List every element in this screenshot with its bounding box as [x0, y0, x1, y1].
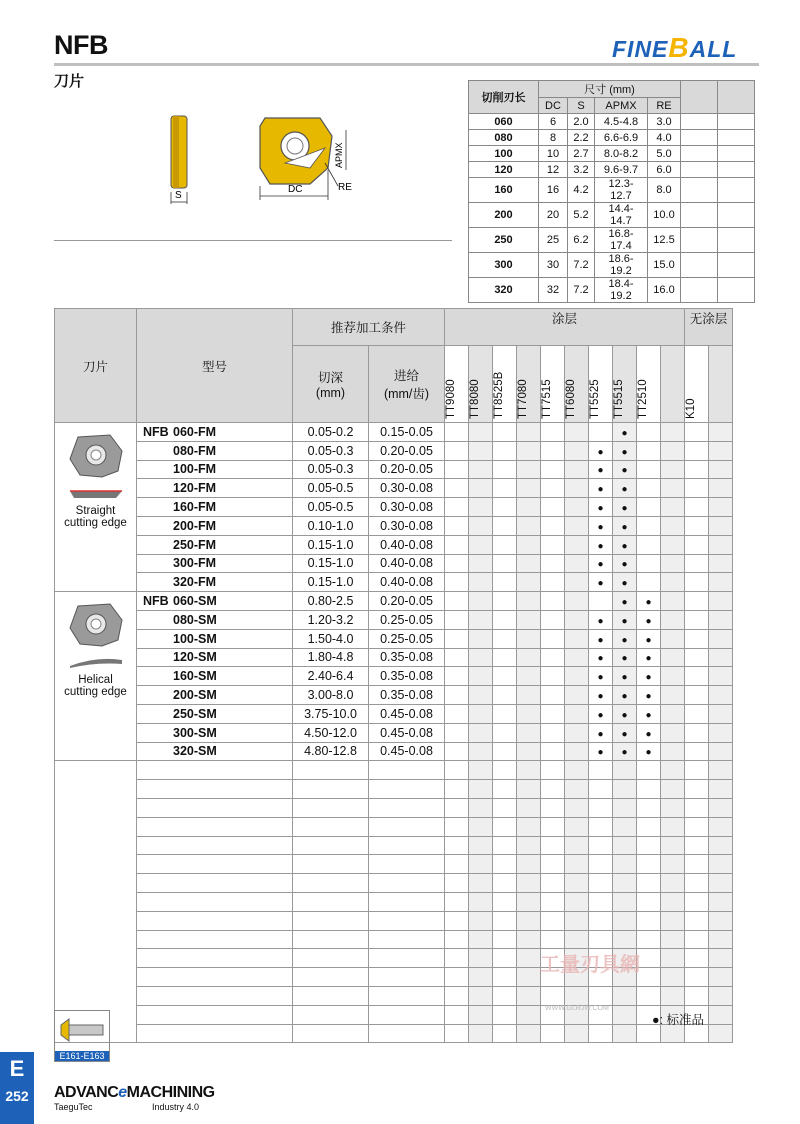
- model-cell: [137, 648, 293, 667]
- table-row: [55, 610, 733, 629]
- dim-value: 6.0: [648, 162, 681, 178]
- dim-row: [469, 162, 755, 178]
- standard-mark: ●: [645, 653, 652, 665]
- table-row: [55, 573, 733, 592]
- doc-value: 1.80-4.8: [293, 648, 369, 667]
- dim-col-dc: DC: [539, 98, 568, 114]
- standard-mark: ●: [645, 634, 652, 646]
- insert-photo-icon: [66, 431, 126, 479]
- table-row: [55, 742, 733, 761]
- dim-row: [469, 146, 755, 162]
- standard-mark: ●: [621, 578, 628, 590]
- doc-value: 0.15-1.0: [293, 554, 369, 573]
- watermark-url: WWW.GLRJW.COM: [545, 1005, 609, 1012]
- page-number: 252: [5, 1088, 29, 1104]
- watermark: 工量刃具網: [540, 954, 640, 976]
- doc-value: 0.80-2.5: [293, 592, 369, 611]
- model-cell: [137, 704, 293, 723]
- dim-value: 6: [539, 114, 568, 130]
- standard-mark: ●: [621, 709, 628, 721]
- standard-mark: ●: [621, 728, 628, 740]
- standard-mark: ●: [597, 521, 604, 533]
- dim-col-re: RE: [648, 98, 681, 114]
- model-cell: [137, 742, 293, 761]
- dim-value: 20: [539, 203, 568, 228]
- dim-value: 4.0: [648, 130, 681, 146]
- standard-mark: ●: [597, 578, 604, 590]
- legend: ●: 标准品: [652, 1013, 704, 1027]
- model-cell: [137, 723, 293, 742]
- insert-drawing: [160, 108, 360, 208]
- empty-row: [55, 911, 733, 930]
- doc-value: 0.05-0.3: [293, 441, 369, 460]
- doc-value: 1.50-4.0: [293, 629, 369, 648]
- model-cell: [137, 441, 293, 460]
- dim-row: [469, 178, 755, 203]
- header-conditions: 推荐加工条件: [293, 309, 445, 346]
- empty-row: [55, 930, 733, 949]
- dim-value: 16.0: [648, 278, 681, 303]
- dim-value: 7.2: [568, 278, 595, 303]
- model-cell: [137, 629, 293, 648]
- dim-value: 15.0: [648, 253, 681, 278]
- empty-row: [55, 855, 733, 874]
- dim-value: 4.2: [568, 178, 595, 203]
- feed-value: 0.20-0.05: [369, 592, 445, 611]
- dim-row: [469, 114, 755, 130]
- model-cell: [137, 516, 293, 535]
- feed-value: 0.30-0.08: [369, 479, 445, 498]
- table-row: [55, 460, 733, 479]
- feed-value: 0.35-0.08: [369, 686, 445, 705]
- model-code: 080-FM: [173, 443, 217, 458]
- dim-value: 12: [539, 162, 568, 178]
- dim-re-label: RE: [338, 182, 352, 193]
- empty-row: [55, 892, 733, 911]
- standard-mark: ●: [597, 503, 604, 515]
- standard-mark: ●: [621, 747, 628, 759]
- model-code: 100-FM: [173, 462, 217, 477]
- table-row: [55, 516, 733, 535]
- insert-group-sm: [55, 592, 137, 761]
- dim-value: 18.6-19.2: [595, 253, 648, 278]
- table-row: [55, 723, 733, 742]
- doc-value: 0.15-1.0: [293, 573, 369, 592]
- table-row: [55, 498, 733, 517]
- feed-value: 0.40-0.08: [369, 554, 445, 573]
- section-tab: [0, 1052, 34, 1124]
- dim-row: [469, 253, 755, 278]
- standard-mark: ●: [597, 615, 604, 627]
- dim-value: 9.6-9.7: [595, 162, 648, 178]
- doc-value: 0.05-0.5: [293, 479, 369, 498]
- header-model: 型号: [137, 309, 293, 423]
- model-code: 320-FM: [173, 575, 217, 590]
- dim-value: 2.0: [568, 114, 595, 130]
- grade-tt2510: TT2510: [637, 379, 649, 419]
- dim-col-s: S: [568, 98, 595, 114]
- table-row: [55, 441, 733, 460]
- feed-value: 0.35-0.08: [369, 667, 445, 686]
- model-code: 200-FM: [173, 518, 217, 533]
- model-cell: [137, 592, 293, 611]
- standard-mark: ●: [621, 427, 628, 439]
- standard-mark: ●: [621, 465, 628, 477]
- dim-s-label: S: [175, 190, 182, 201]
- dim-value: 6.6-6.9: [595, 130, 648, 146]
- grade-k10: K10: [685, 398, 697, 419]
- dim-value: 16.8-17.4: [595, 228, 648, 253]
- standard-mark: ●: [621, 503, 628, 515]
- model-code: 080-SM: [173, 612, 217, 627]
- dim-header-code: 切削刃长: [469, 81, 539, 114]
- model-cell: [137, 479, 293, 498]
- doc-value: 0.10-1.0: [293, 516, 369, 535]
- model-code: 160-FM: [173, 500, 217, 515]
- dim-value: 8.0-8.2: [595, 146, 648, 162]
- header-coated: 涂层: [445, 309, 685, 346]
- dim-dc-label: DC: [288, 184, 303, 195]
- feed-value: 0.35-0.08: [369, 648, 445, 667]
- reference-pages: E161-E163: [55, 1051, 109, 1061]
- doc-value: 3.00-8.0: [293, 686, 369, 705]
- header-feed: 进给 (mm/齿): [369, 346, 445, 423]
- grade-tt8525b: TT8525B: [493, 371, 505, 419]
- table-row: [55, 479, 733, 498]
- feed-value: 0.20-0.05: [369, 441, 445, 460]
- standard-mark: ●: [645, 747, 652, 759]
- standard-mark: ●: [621, 446, 628, 458]
- grade-tt7515: TT7515: [541, 379, 553, 419]
- dim-header-size: 尺寸 (mm): [539, 81, 681, 98]
- dim-value: 6.2: [568, 228, 595, 253]
- standard-mark: ●: [597, 446, 604, 458]
- doc-value: 4.50-12.0: [293, 723, 369, 742]
- dim-value: 5.2: [568, 203, 595, 228]
- dim-value: 2.2: [568, 130, 595, 146]
- cutting-edge-icon: [66, 656, 126, 670]
- dim-row: [469, 203, 755, 228]
- standard-mark: ●: [621, 634, 628, 646]
- model-cell: [137, 423, 293, 442]
- model-code: 250-SM: [173, 706, 217, 721]
- model-code: 300-FM: [173, 556, 217, 571]
- standard-mark: ●: [645, 672, 652, 684]
- standard-mark: ●: [597, 465, 604, 477]
- dim-value: 10: [539, 146, 568, 162]
- doc-value: 4.80-12.8: [293, 742, 369, 761]
- header-uncoated: 无涂层: [685, 309, 733, 346]
- standard-mark: ●: [621, 615, 628, 627]
- standard-mark: ●: [645, 709, 652, 721]
- standard-mark: ●: [597, 540, 604, 552]
- dim-value: 10.0: [648, 203, 681, 228]
- feed-value: 0.45-0.08: [369, 704, 445, 723]
- doc-value: 3.75-10.0: [293, 704, 369, 723]
- standard-mark: ●: [621, 672, 628, 684]
- model-code: 320-SM: [173, 744, 217, 759]
- page-subtitle: 刀片: [54, 73, 85, 90]
- dim-value: 2.7: [568, 146, 595, 162]
- feed-value: 0.25-0.05: [369, 610, 445, 629]
- dim-code: 120: [469, 162, 539, 178]
- doc-value: 0.05-0.2: [293, 423, 369, 442]
- feed-value: 0.45-0.08: [369, 742, 445, 761]
- model-cell: [137, 686, 293, 705]
- cutting-edge-icon: [66, 487, 126, 501]
- feed-value: 0.40-0.08: [369, 573, 445, 592]
- dim-value: 4.5-4.8: [595, 114, 648, 130]
- feed-value: 0.30-0.08: [369, 516, 445, 535]
- grade-tt5515: TT5515: [613, 379, 625, 419]
- standard-mark: ●: [645, 728, 652, 740]
- doc-value: 0.15-1.0: [293, 535, 369, 554]
- fineball-logo: FINEBALL: [612, 32, 738, 63]
- standard-mark: ●: [597, 728, 604, 740]
- table-row: [55, 535, 733, 554]
- standard-mark: ●: [645, 615, 652, 627]
- dim-value: 18.4-19.2: [595, 278, 648, 303]
- standard-mark: ●: [645, 597, 652, 609]
- header-insert: 刀片: [55, 309, 137, 423]
- model-code: 160-SM: [173, 669, 217, 684]
- insert-photo-icon: [66, 600, 126, 648]
- feed-value: 0.20-0.05: [369, 460, 445, 479]
- dim-row: [469, 278, 755, 303]
- section-letter: E: [9, 1056, 25, 1081]
- table-row: [55, 629, 733, 648]
- grade-tt8080: TT8080: [469, 379, 481, 419]
- model-prefix: NFB: [143, 594, 169, 609]
- feed-value: 0.25-0.05: [369, 629, 445, 648]
- standard-mark: ●: [621, 521, 628, 533]
- dim-code: 300: [469, 253, 539, 278]
- doc-value: 1.20-3.2: [293, 610, 369, 629]
- doc-value: 0.05-0.3: [293, 460, 369, 479]
- model-code: 300-SM: [173, 725, 217, 740]
- standard-mark: ●: [597, 747, 604, 759]
- standard-mark: ●: [597, 691, 604, 703]
- section-divider: [54, 240, 452, 241]
- table-row: [55, 667, 733, 686]
- doc-value: 0.05-0.5: [293, 498, 369, 517]
- standard-mark: ●: [621, 540, 628, 552]
- dim-code: 100: [469, 146, 539, 162]
- dim-code: 200: [469, 203, 539, 228]
- dim-value: 16: [539, 178, 568, 203]
- header-doc: 切深 (mm): [293, 346, 369, 423]
- dim-row: [469, 228, 755, 253]
- empty-row: [55, 836, 733, 855]
- empty-row: [55, 761, 733, 780]
- dim-code: 320: [469, 278, 539, 303]
- standard-mark: ●: [597, 559, 604, 571]
- model-code: 100-SM: [173, 631, 217, 646]
- dim-value: 14.4-14.7: [595, 203, 648, 228]
- standard-mark: ●: [597, 709, 604, 721]
- holder-icon: [55, 1011, 109, 1047]
- model-cell: [137, 573, 293, 592]
- table-row: [55, 648, 733, 667]
- empty-row: [55, 986, 733, 1005]
- empty-row: [55, 798, 733, 817]
- feed-value: 0.40-0.08: [369, 535, 445, 554]
- brand-tagline: Industry 4.0: [152, 1102, 200, 1112]
- model-prefix: NFB: [143, 424, 169, 439]
- dim-row: [469, 130, 755, 146]
- standard-mark: ●: [597, 634, 604, 646]
- grade-tt5525: TT5525: [589, 379, 601, 419]
- table-row: [55, 554, 733, 573]
- brand-company: TaeguTec: [54, 1102, 93, 1112]
- empty-row: [55, 1024, 733, 1043]
- table-row: [55, 704, 733, 723]
- empty-row: [55, 817, 733, 836]
- empty-row: [55, 874, 733, 893]
- standard-mark: ●: [621, 653, 628, 665]
- standard-mark: ●: [621, 597, 628, 609]
- feed-value: 0.15-0.05: [369, 423, 445, 442]
- dim-value: 12.3-12.7: [595, 178, 648, 203]
- dim-value: 12.5: [648, 228, 681, 253]
- standard-mark: ●: [621, 484, 628, 496]
- reference-box[interactable]: [54, 1010, 110, 1062]
- table-row: [55, 592, 733, 611]
- dim-apmx-label: APMX: [334, 142, 344, 168]
- brand-logo: ADVANCeMACHINING: [54, 1084, 215, 1101]
- doc-value: 2.40-6.4: [293, 667, 369, 686]
- feed-value: 0.45-0.08: [369, 723, 445, 742]
- dim-value: 25: [539, 228, 568, 253]
- grade-tt9080: TT9080: [445, 379, 457, 419]
- dim-value: 32: [539, 278, 568, 303]
- dim-code: 250: [469, 228, 539, 253]
- dim-code: 160: [469, 178, 539, 203]
- standard-mark: ●: [597, 653, 604, 665]
- model-code: 200-SM: [173, 688, 217, 703]
- model-code: 060-SM: [173, 594, 217, 609]
- dim-code: 060: [469, 114, 539, 130]
- standard-mark: ●: [645, 691, 652, 703]
- table-row: [55, 423, 733, 442]
- page-title: NFB: [54, 30, 108, 60]
- dim-col-apmx: APMX: [595, 98, 648, 114]
- dim-value: 5.0: [648, 146, 681, 162]
- empty-row: [55, 780, 733, 799]
- grade-tt6080: TT6080: [565, 379, 577, 419]
- dim-value: 8.0: [648, 178, 681, 203]
- model-cell: [137, 498, 293, 517]
- model-cell: [137, 554, 293, 573]
- edge-type-label: Straight cutting edge: [64, 505, 127, 529]
- standard-mark: ●: [621, 559, 628, 571]
- dim-value: 30: [539, 253, 568, 278]
- model-cell: [137, 460, 293, 479]
- dim-value: 3.0: [648, 114, 681, 130]
- empty-row: [55, 1005, 733, 1024]
- model-code: 060-FM: [173, 424, 217, 439]
- model-code: 120-SM: [173, 650, 217, 665]
- dim-code: 080: [469, 130, 539, 146]
- model-cell: [137, 610, 293, 629]
- model-code: 250-FM: [173, 537, 217, 552]
- standard-mark: ●: [597, 484, 604, 496]
- feed-value: 0.30-0.08: [369, 498, 445, 517]
- dim-value: 7.2: [568, 253, 595, 278]
- table-row: [55, 686, 733, 705]
- dim-value: 8: [539, 130, 568, 146]
- dim-value: 3.2: [568, 162, 595, 178]
- standard-mark: ●: [621, 691, 628, 703]
- insert-selection-table: [54, 308, 733, 1043]
- edge-type-label: Helical cutting edge: [64, 674, 127, 699]
- grade-tt7080: TT7080: [517, 379, 529, 419]
- model-cell: [137, 667, 293, 686]
- model-cell: [137, 535, 293, 554]
- standard-mark: ●: [597, 672, 604, 684]
- insert-group-fm: [55, 423, 137, 592]
- model-code: 120-FM: [173, 481, 217, 496]
- dimension-table: [468, 80, 755, 303]
